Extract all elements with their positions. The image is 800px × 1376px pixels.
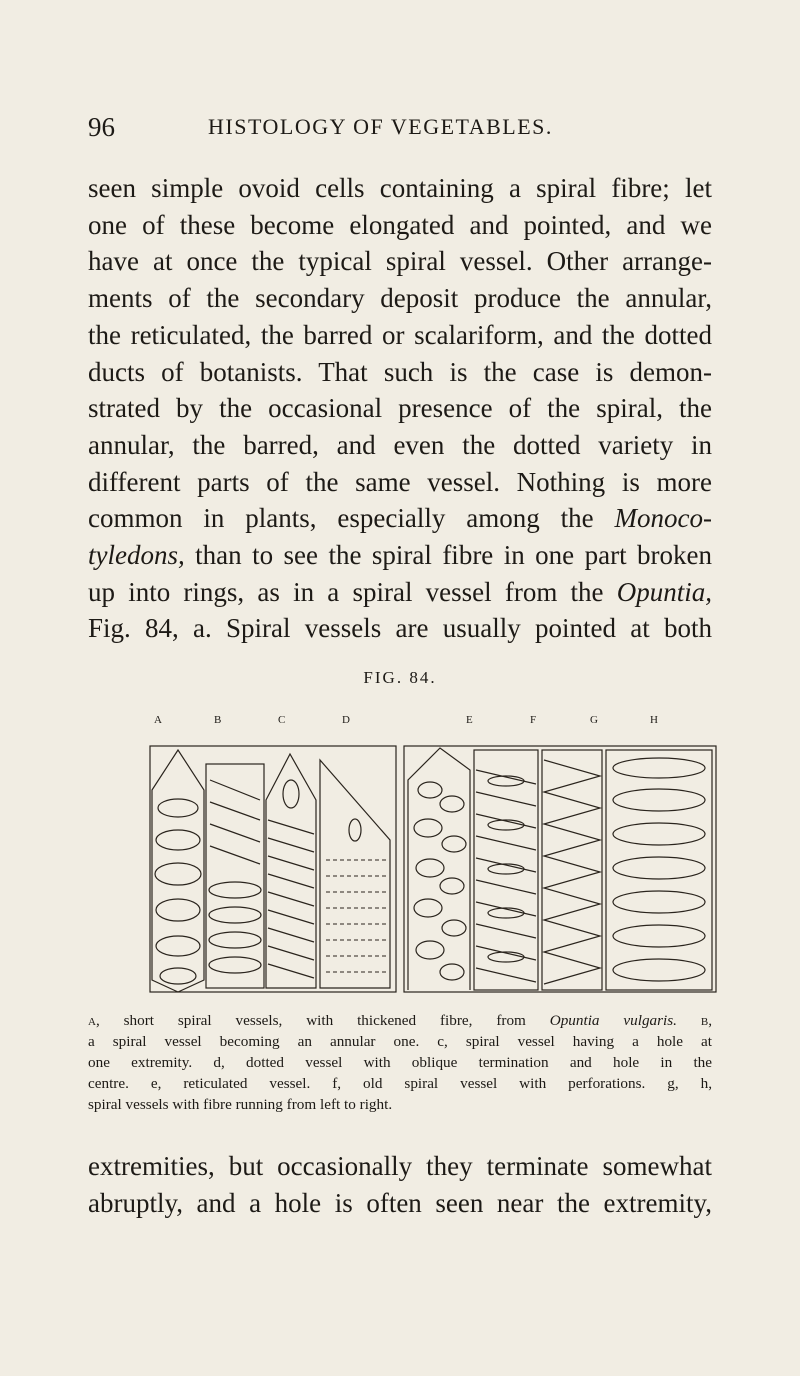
text-run: up into rings, as in a spiral vessel from the <box>88 576 617 607</box>
text-line: ducts of botanists. That such is the case is demon- <box>88 356 712 387</box>
text-line: Fig. 84, a. Spiral vessels are usually pointed at both <box>88 613 712 644</box>
vessel-d-dots <box>326 860 386 972</box>
vessel-b <box>206 764 264 988</box>
text-line <box>88 537 712 574</box>
page-header <box>88 112 712 152</box>
text-line <box>88 574 712 611</box>
figure-letter-g: G <box>590 714 599 726</box>
caption-line: one extremity. d, dotted vessel with oblique termination and hole in the <box>88 1054 712 1071</box>
italic-term: Monoco- <box>614 503 712 534</box>
figure-letter-e: E <box>466 714 474 726</box>
figure-letter-h: H <box>650 714 659 726</box>
caption-run: short spiral vessels, with thickened fibre, from <box>99 1012 550 1029</box>
caption-italic: Opuntia vulgaris. <box>549 1012 677 1029</box>
vessel-h <box>606 750 712 990</box>
italic-term: Opuntia, <box>616 576 712 607</box>
vessel-g <box>542 750 602 990</box>
text-line: extremities, but occasionally they terminate somewhat <box>88 1151 712 1181</box>
vessel-illustration <box>140 740 720 998</box>
page-number: 96 <box>88 112 115 142</box>
text-line <box>88 500 712 537</box>
figure-caption <box>88 1010 712 1115</box>
vessel-a <box>152 750 204 992</box>
figure-letters <box>140 714 720 734</box>
vessel-c <box>266 754 316 988</box>
figure-label: FIG. 84. <box>363 668 437 687</box>
figure-letter-d: D <box>342 714 351 726</box>
vessel-d <box>320 760 390 988</box>
caption-run: b, <box>676 1012 712 1029</box>
text-line: the reticulated, the barred or scalariform, and the dotted <box>88 319 712 350</box>
figure-letter-c: C <box>278 714 287 726</box>
caption-line: a spiral vessel becoming an annular one. c, spiral vessel having a hole at <box>88 1033 712 1050</box>
text-line: strated by the occasional presence of the spiral, the <box>88 393 712 424</box>
text-run: common in plants, especially among the <box>88 503 615 534</box>
body-paragraph-2 <box>88 1148 712 1221</box>
right-panel-frame <box>404 746 716 992</box>
vessel-e <box>408 748 470 990</box>
text-line: different parts of the same vessel. Nothing is more <box>88 466 712 497</box>
caption-line <box>88 1010 712 1031</box>
italic-term: tyledons, <box>88 540 185 571</box>
figure-letter-a: A <box>154 714 163 726</box>
figure-letter-b: B <box>214 714 223 726</box>
caption-line: spiral vessels with fibre running from left to right. <box>88 1096 393 1113</box>
text-line: annular, the barred, and even the dotted variety in <box>88 429 712 460</box>
text-line: seen simple ovoid cells containing a spiral fibre; let <box>88 173 712 203</box>
caption-line: centre. e, reticulated vessel. f, old spiral vessel with perforations. g, h, <box>88 1075 712 1092</box>
text-run: than to see the spiral fibre in one part broken <box>184 540 712 571</box>
text-line: abruptly, and a hole is often seen near the extremity, <box>88 1187 712 1218</box>
text-line: ments of the secondary deposit produce the annular, <box>88 283 712 314</box>
caption-run: a, <box>88 1012 100 1029</box>
text-line: one of these become elongated and pointed, and we <box>88 209 712 240</box>
body-paragraph-1 <box>88 170 712 647</box>
figure-letter-f: F <box>530 714 538 726</box>
vessel-f <box>474 750 538 990</box>
text-line: have at once the typical spiral vessel. Other arrange- <box>88 246 712 277</box>
running-title: HISTOLOGY OF VEGETABLES. <box>208 114 553 139</box>
